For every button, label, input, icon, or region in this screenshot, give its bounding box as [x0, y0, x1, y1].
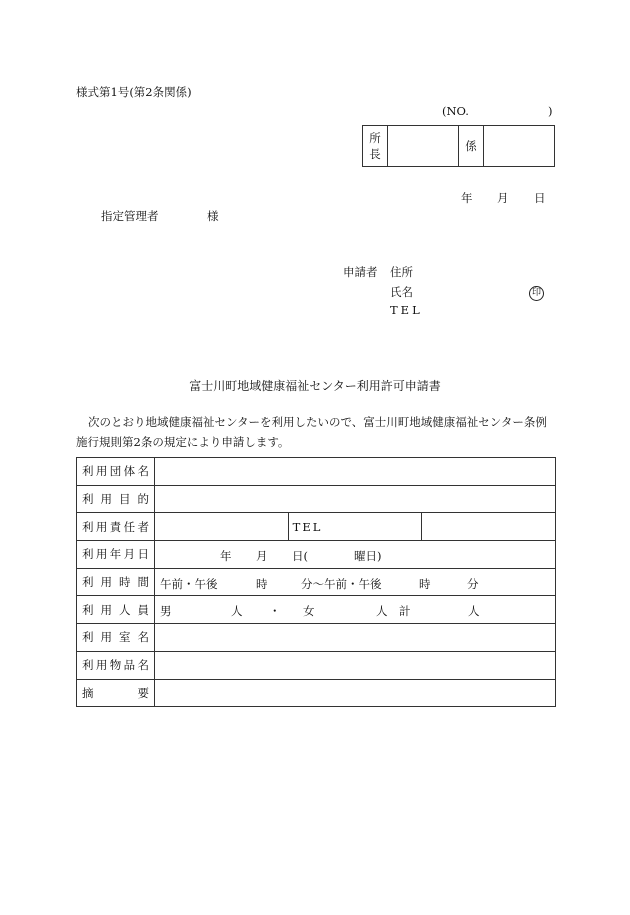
- people-total-unit: 人: [468, 604, 480, 619]
- people-male: 男: [160, 604, 172, 619]
- purpose-field[interactable]: [155, 485, 556, 513]
- table-row: [77, 651, 556, 679]
- body-text: 次のとおり地域健康福祉センターを利用したいので、富士川町地域健康福祉センター条例施行規則第2条の規定により申請します。: [76, 415, 547, 449]
- remarks-field[interactable]: [155, 679, 556, 707]
- purpose-label: 利用目的: [77, 485, 155, 513]
- responsible-label: 利用責任者: [77, 513, 155, 541]
- table-row: [77, 485, 556, 513]
- time-ampm-start: 午前・午後: [160, 576, 218, 591]
- people-male-unit: 人: [231, 604, 243, 619]
- date-year-unit: 年: [220, 549, 232, 564]
- date-weekday-unit: 曜日): [354, 549, 382, 564]
- date-day-unit: 日(: [292, 549, 308, 564]
- table-row: [77, 624, 556, 652]
- room-field[interactable]: [155, 624, 556, 652]
- applicant-tel-label: TEL: [390, 303, 423, 317]
- chief-label: 所 長: [363, 126, 388, 167]
- people-female-unit: 人: [376, 604, 388, 619]
- responsible-field[interactable]: [155, 513, 289, 541]
- staff-stamp-cell[interactable]: [484, 126, 555, 167]
- applicant-name-label: 氏名: [390, 285, 413, 299]
- number-close: ): [548, 104, 553, 118]
- table-row: [77, 458, 556, 486]
- tel-label: TEL: [288, 513, 422, 541]
- time-field[interactable]: [155, 568, 556, 596]
- form-number: 様式第1号(第2条関係): [76, 85, 192, 99]
- seal-icon: 印: [529, 284, 544, 301]
- date-month: 月: [497, 191, 509, 205]
- group-name-label: 利用団体名: [77, 458, 155, 486]
- time-min-end: 分: [467, 576, 479, 591]
- items-label: 利用物品名: [77, 651, 155, 679]
- staff-label: 係: [459, 126, 484, 167]
- group-name-field[interactable]: [155, 458, 556, 486]
- date-year: 年: [461, 191, 473, 205]
- number-label: (NO.: [442, 104, 469, 118]
- room-label: 利用室名: [77, 624, 155, 652]
- date-day: 日: [534, 191, 546, 205]
- tel-field[interactable]: [422, 513, 556, 541]
- people-female: 女: [303, 604, 315, 619]
- page-title: 富士川町地域健康福祉センター利用許可申請書: [189, 379, 441, 393]
- applicant-label: 申請者: [343, 265, 378, 279]
- people-label: 利用人員: [77, 596, 155, 624]
- remarks-label: 摘要: [77, 679, 155, 707]
- time-hour-end: 時: [419, 576, 431, 591]
- chief-stamp-cell[interactable]: [388, 126, 459, 167]
- items-field[interactable]: [155, 651, 556, 679]
- people-separator: ・: [269, 604, 281, 619]
- table-row: [77, 596, 556, 624]
- approval-box: [362, 125, 555, 167]
- applicant-address-label: 住所: [390, 265, 413, 279]
- date-field[interactable]: [155, 541, 556, 569]
- table-row: [77, 513, 556, 541]
- addressee-honorific: 様: [207, 209, 219, 223]
- date-label: 利用年月日: [77, 541, 155, 569]
- table-row: [77, 541, 556, 569]
- date-month-unit: 月: [256, 549, 268, 564]
- time-label: 利用時間: [77, 568, 155, 596]
- people-field[interactable]: [155, 596, 556, 624]
- time-hour-start: 時: [256, 576, 268, 591]
- table-row: [77, 679, 556, 707]
- table-row: [77, 568, 556, 596]
- time-min-to: 分～午前・午後: [301, 576, 382, 591]
- people-total: 計: [399, 604, 411, 619]
- addressee-label: 指定管理者: [101, 209, 159, 223]
- application-table: [76, 457, 556, 707]
